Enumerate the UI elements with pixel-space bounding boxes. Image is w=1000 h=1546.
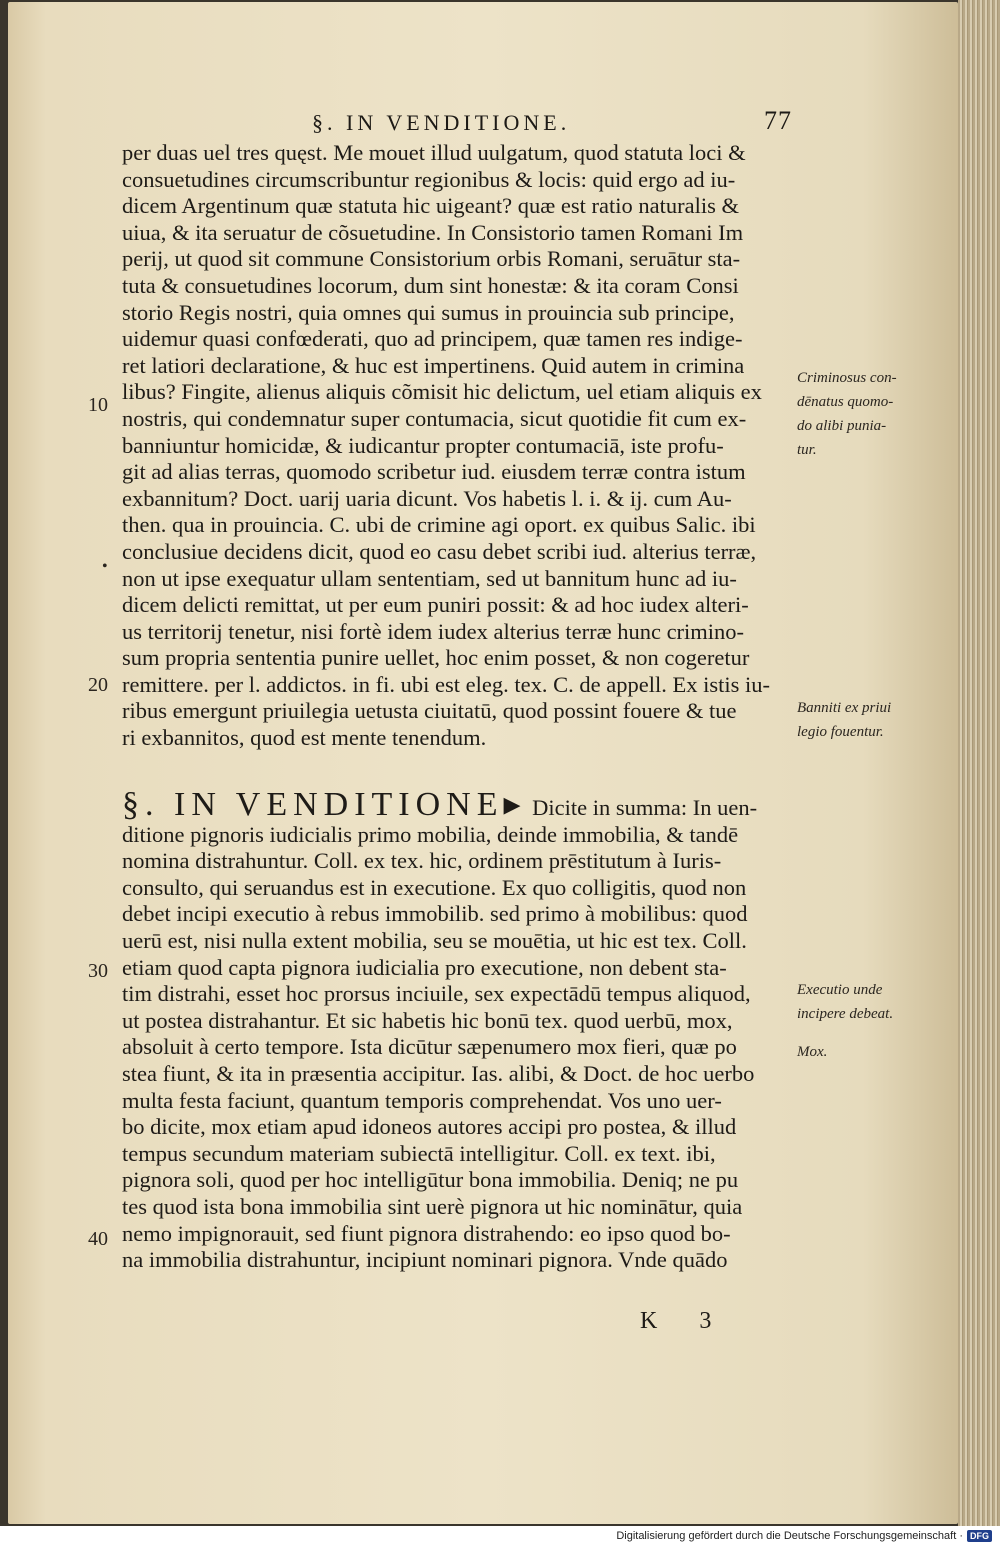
line-mark: •	[102, 558, 108, 575]
marginal-note-line: Criminosus con-	[797, 370, 897, 386]
text-line: ri exbannitos, quod est mente tenendum.	[122, 725, 487, 751]
marginal-note-line: incipere debeat.	[797, 1006, 894, 1022]
text-line: storio Regis nostri, quia omnes qui sumus in prouincia sub principe,	[122, 299, 735, 325]
marginal-note-line: Executio unde	[797, 982, 883, 998]
text-line: nostris, qui condemnatur super contumacia, sicut quotidie fit cum ex-	[122, 405, 747, 431]
line-number: 30	[88, 960, 108, 982]
text-line: perij, ut quod sit commune Consistorium orbis Romani, seruātur sta-	[122, 246, 741, 272]
text-line: uerū est, nisi nulla extent mobilia, seu se mouētia, ut hic est tex. Coll.	[122, 928, 747, 954]
text-line: ribus emergunt priuilegia uetusta ciuitatū, quod possint fouere & tue	[122, 698, 737, 724]
marginal-note	[797, 978, 907, 1026]
text-block-1	[122, 140, 802, 752]
marginal-note-line: Banniti ex priui	[797, 700, 892, 716]
text-line: sum propria sententia punire uellet, hoc enim posset, & non cogeretur	[122, 645, 750, 671]
marginal-note-line: tur.	[797, 442, 817, 458]
footer-credit	[616, 1530, 992, 1542]
text-line: uidemur quasi confœderati, quo ad principem, quæ tamen res indige-	[122, 326, 743, 352]
line-number: 20	[88, 674, 108, 696]
text-line: tim distrahi, esset hoc prorsus inciuile, sex expectādū tempus aliquod,	[122, 981, 751, 1007]
text-line: then. qua in prouincia. C. ubi de crimine agi oport. ex quibus Salic. ibi	[122, 512, 756, 538]
text-line: dicem delicti remittat, ut per eum puniri possit: & ad hoc iudex alteri-	[122, 592, 749, 618]
dfg-logo-icon: DFG	[967, 1530, 992, 1542]
text-line: absoluit à certo tempore. Ista dicūtur sæpenumero mox fieri, quæ po	[122, 1034, 737, 1060]
main-text	[122, 140, 802, 1274]
text-line: bo dicite, mox etiam apud idoneos autores accipi pro postea, & illud	[122, 1114, 737, 1140]
text-line: consuetudines circumscribuntur regionibus & locis: quid ergo ad iu-	[122, 166, 736, 192]
section-heading: §. IN VENDITIONE▸	[122, 787, 527, 822]
text-line: stea fiunt, & ita in præsentia accipitur. Ias. alibi, & Doct. de hoc uerbo	[122, 1061, 755, 1086]
text-line: na immobilia distrahuntur, incipiunt nominari pignora. Vnde quādo	[122, 1247, 728, 1273]
text-line: non ut ipse exequatur ullam sententiam, sed ut bannitum hunc ad iu-	[122, 565, 737, 591]
text-line: exbannitum? Doct. uarij uaria dicunt. Vos habetis l. i. & ij. cum Au-	[122, 485, 732, 511]
signature-mark: K 3	[640, 1308, 730, 1334]
text-line: tes quod ista bona immobilia sint uerè pignora ut hic nominātur, quia	[122, 1193, 743, 1219]
text-line: multa festa faciunt, quantum temporis comprehendat. Vos uno uer-	[122, 1087, 722, 1113]
text-line: ret latiori declaratione, & huc est impertinens. Quid autem in crimina	[122, 352, 745, 378]
section-gap	[122, 752, 802, 788]
text-block-2	[122, 822, 802, 1274]
text-line: tempus secundum materiam subiectā intelligitur. Coll. ex text. ibi,	[122, 1140, 716, 1166]
text-line: pignora soli, quod per hoc intelligūtur bona immobilia. Deniq; ne pu	[122, 1167, 739, 1193]
text-line: ut postea distrahantur. Et sic habetis hic bonū tex. quod uerbū, mox,	[122, 1007, 733, 1033]
text-line: per duas uel tres quęst. Me mouet illud uulgatum, quod statuta loci &	[122, 140, 746, 165]
text-line: consulto, qui seruandus est in executione. Ex quo colligitis, quod non	[122, 874, 747, 900]
page-edges	[958, 0, 1000, 1526]
marginal-note-line: do alibi punia-	[797, 418, 887, 434]
marginal-note	[797, 366, 907, 462]
text-line: banniuntur homicidæ, & iudicantur propter contumaciā, iste profu-	[122, 432, 724, 458]
line-number: 10	[88, 394, 108, 416]
section-first-line: Dicite in summa: In uen-	[532, 794, 758, 820]
text-line: debet incipi executio à rebus immobilib. sed primo à mobilibus: quod	[122, 901, 748, 927]
text-line: nomina distrahuntur. Coll. ex tex. hic, ordinem prēstitutum à Iuris-	[122, 848, 722, 874]
marginal-note-line: dēnatus quomo-	[797, 394, 894, 410]
text-line: us territorij tenetur, nisi fortè idem iudex alterius terræ hunc crimino-	[122, 618, 745, 644]
text-line: etiam quod capta pignora iudicialia pro executione, non debent sta-	[122, 954, 727, 980]
text-line: libus? Fingite, alienus aliquis cõmisit hic delictum, uel etiam aliquis ex	[122, 379, 762, 405]
folio-number: 77	[764, 106, 792, 135]
text-line: uiua, & ita seruatur de cõsuetudine. In Consistorio tamen Romani Im	[122, 219, 744, 245]
text-line: remittere. per l. addictos. in fi. ubi est eleg. tex. C. de appell. Ex istis iu-	[122, 671, 770, 697]
text-line: conclusiue decidens dicit, quod eo casu debet scribi iud. alterius terræ,	[122, 538, 757, 564]
text-line: git ad alias terras, quomodo scribetur iud. eiusdem terræ contra istum	[122, 459, 746, 485]
marginal-note-line: legio fouentur.	[797, 724, 884, 740]
marginal-note-line: Mox.	[797, 1044, 828, 1060]
section-heading-line	[122, 788, 802, 822]
line-number: 40	[88, 1228, 108, 1250]
text-line: dicem Argentinum quæ statuta hic uigeant? quæ est ratio naturalis &	[122, 193, 739, 219]
page-header	[312, 106, 792, 140]
marginal-note	[797, 1040, 907, 1064]
text-line: nemo impignorauit, sed fiunt pignora distrahendo: eo ipso quod bo-	[122, 1220, 731, 1246]
footer-text: Digitalisierung gefördert durch die Deutsche Forschungsgemeinschaft ·	[616, 1530, 963, 1542]
text-line: tuta & consuetudines locorum, dum sint honestæ: & ita coram Consi	[122, 272, 739, 298]
running-title: §. IN VENDITIONE.	[312, 110, 571, 135]
text-line: ditione pignoris iudicialis primo mobilia, deinde immobilia, & tandē	[122, 821, 739, 847]
marginal-note	[797, 696, 907, 744]
